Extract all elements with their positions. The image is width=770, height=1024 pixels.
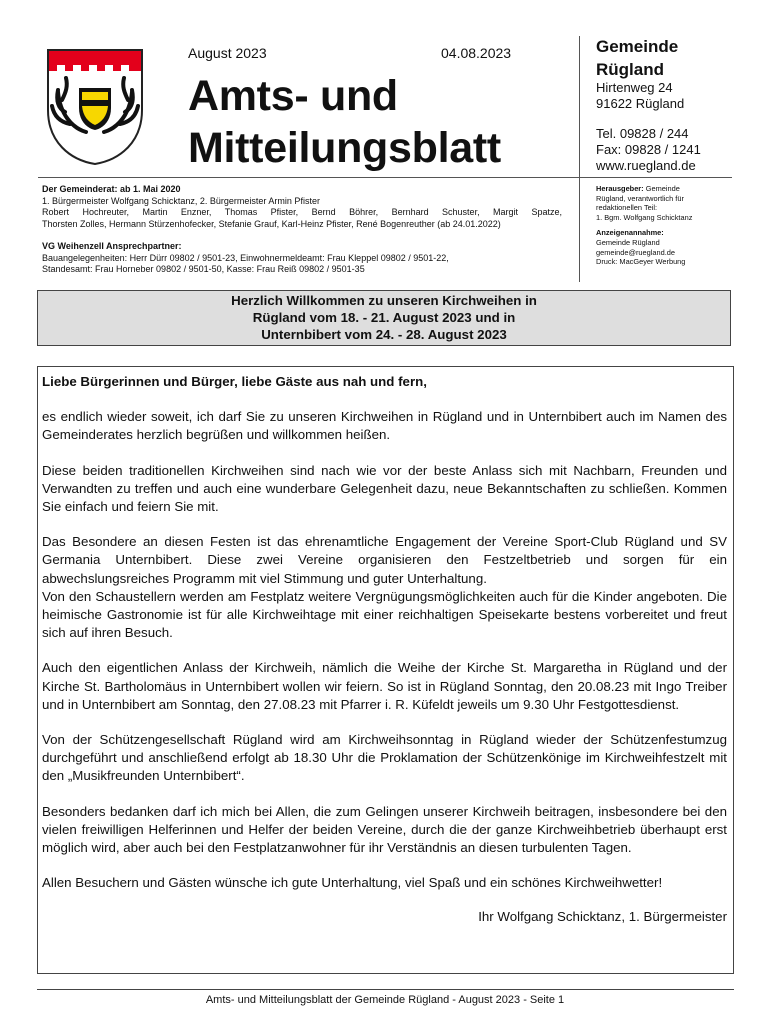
header-horizontal-divider xyxy=(38,177,732,178)
ads-line1: Gemeinde Rügland xyxy=(596,237,660,247)
letter-paragraph: Von den Schaustellern werden am Festplatz weitere Vergnügungsmöglichkeiten auch für die Kinder angeboten. Die heimische Gastronomie ist für alle Kirchweihtage mit einer reichhaltigen Speisekarte bestens vorbereitet und freut sich auf ihren Besuch. xyxy=(42,588,727,641)
council-heading: Der Gemeinderat: ab 1. Mai 2020 xyxy=(42,184,181,194)
header-vertical-divider xyxy=(579,36,580,282)
council-members-line1: Robert Hochreuter, Martin Enzner, Thomas Pfister, Bernd Böhrer, Bernhard Schuster, Margit Spatze, xyxy=(42,207,562,217)
headline-line3: Unternbibert vom 24. - 28. August 2023 xyxy=(261,326,507,342)
contact-fax: Fax: 09828 / 1241 xyxy=(596,142,701,157)
vg-heading: VG Weihenzell Ansprechpartner: xyxy=(42,241,182,251)
publisher-info xyxy=(596,184,736,267)
council-mayors: 1. Bürgermeister Wolfgang Schicktanz, 2. Bürgermeister Armin Pfister xyxy=(42,195,320,206)
contact-tel: Tel. 09828 / 244 xyxy=(596,126,689,141)
headline-line1: Herzlich Willkommen zu unseren Kirchweihen in xyxy=(231,293,537,308)
municipality-contact xyxy=(596,126,701,174)
coat-of-arms-icon xyxy=(46,48,144,166)
letter-paragraph: Allen Besuchern und Gästen wünsche ich gute Unterhaltung, viel Spaß und ein schönes Kirchweihwetter! xyxy=(42,875,663,891)
letter-paragraph: Auch den eigentlichen Anlass der Kirchweih, nämlich die Weihe der Kirche St. Margaretha in Rügland und der Kirche St. Bartholomäus in Unternbibert wollen wir feiern. So ist in Rügland Sonntag, den 20.08.23 mit Ingo Treiber und in Unternbibert am Sonntag, den 27.08.23 mit Pfarrer i. R. Küfeldt jeweils um 9.30 Uhr Festgottesdienst. xyxy=(42,660,727,712)
headline-line2: Rügland vom 18. - 21. August 2023 und in xyxy=(252,309,516,325)
issue-date: 04.08.2023 xyxy=(441,45,512,61)
contact-web-link[interactable]: www.ruegland.de xyxy=(596,158,696,173)
publisher-line3: redaktionellen Teil: xyxy=(596,203,658,213)
letter-salutation: Liebe Bürgerinnen und Bürger, liebe Gäste aus nah und fern, xyxy=(42,374,427,389)
publisher-heading: Herausgeber: xyxy=(596,184,644,193)
letter-paragraph: Besonders bedanken darf ich mich bei Allen, die zum Gelingen unserer Kirchweih beitragen, insbesondere bei den vielen freiwilligen Helferinnen und Helfer der beiden Vereine, durch die der ganze Kirchweihbetrieb überhaupt erst möglich wird, aber auch bei den Festplatzanwohner für ihr Verständnis an diesen turbulenten Tagen. xyxy=(42,803,727,856)
address-city: 91622 Rügland xyxy=(596,96,685,111)
letter-signature: Ihr Wolfgang Schicktanz, 1. Bürgermeister xyxy=(478,909,727,925)
headline-box xyxy=(37,290,731,346)
letter-paragraph: Diese beiden traditionellen Kirchweihen sind nach wie vor der beste Anlass sich mit Nachbarn, Freunden und Verwandten zu treffen und auch eine wunderbare Gelegenheit dazu, neue Bekanntschaften zu schließen. Kommen Sie einfach und feiern Sie mit. xyxy=(42,462,727,515)
mayor-letter xyxy=(37,366,734,974)
address-street: Hirtenweg 24 xyxy=(596,80,673,95)
vg-line2: Standesamt: Frau Horneber 09802 / 9501-50, Kasse: Frau Reiß 09802 / 9501-35 xyxy=(42,264,365,274)
council-info xyxy=(42,184,562,276)
municipality-address xyxy=(596,80,684,112)
masthead-title xyxy=(188,70,501,174)
municipality-name-line1: Gemeinde xyxy=(596,37,679,56)
publisher-line4: 1. Bgm. Wolfgang Schicktanz xyxy=(596,212,693,222)
print-info: Druck: MacGeyer Werbung xyxy=(596,257,686,267)
council-members-line2: Thorsten Zolles, Hermann Stürzenhofecker, Stefanie Grauf, Karl-Heinz Pfister, René Bogenreuther (ab 24.01.2022) xyxy=(42,218,501,229)
ads-email-link[interactable]: gemeinde@ruegland.de xyxy=(596,247,676,257)
publisher-line2: Rügland, verantwortlich für xyxy=(596,193,684,203)
page-footer: Amts- und Mitteilungsblatt der Gemeinde Rügland - August 2023 - Seite 1 xyxy=(205,994,565,1006)
municipality-name-line2: Rügland xyxy=(596,60,664,79)
municipality-name xyxy=(596,35,678,81)
issue-month: August 2023 xyxy=(188,45,267,61)
letter-paragraph: Das Besondere an diesen Festen ist das ehrenamtliche Engagement der Vereine Sport-Club Rügland und SV Germania Unternbibert. Diese zwei Vereine organisieren den Festzeltbetrieb und sorgen für ein abwechslungsreiches Programm mit viel Stimmung und guter Unterhaltung. xyxy=(42,534,727,586)
masthead-title-line2: Mitteilungsblatt xyxy=(188,124,501,172)
ads-heading: Anzeigenannahme: xyxy=(596,228,664,238)
footer-divider xyxy=(37,989,734,990)
letter-paragraph: es endlich wieder soweit, ich darf Sie zu unseren Kirchweihen in Rügland und in Unternbibert auch im Namen des Gemeinderates herzlich begrüßen und willkommen heißen. xyxy=(42,409,727,443)
vg-line1: Bauangelegenheiten: Herr Dürr 09802 / 9501-23, Einwohnermeldeamt: Frau Kleppel 09802 / 9501-22, xyxy=(42,252,449,263)
masthead-title-line1: Amts- und xyxy=(188,72,398,120)
publisher-line1: Gemeinde xyxy=(643,184,680,193)
letter-paragraph: Von der Schützengesellschaft Rügland wird am Kirchweihsonntag in Rügland wieder der Schützenfestumzug durchgeführt und anschließend erfolgt ab 18.30 Uhr die Proklamation der Schützenkönige im Kirchweihfestzelt mit den „Musikfreunden Unternbibert“. xyxy=(42,732,727,784)
